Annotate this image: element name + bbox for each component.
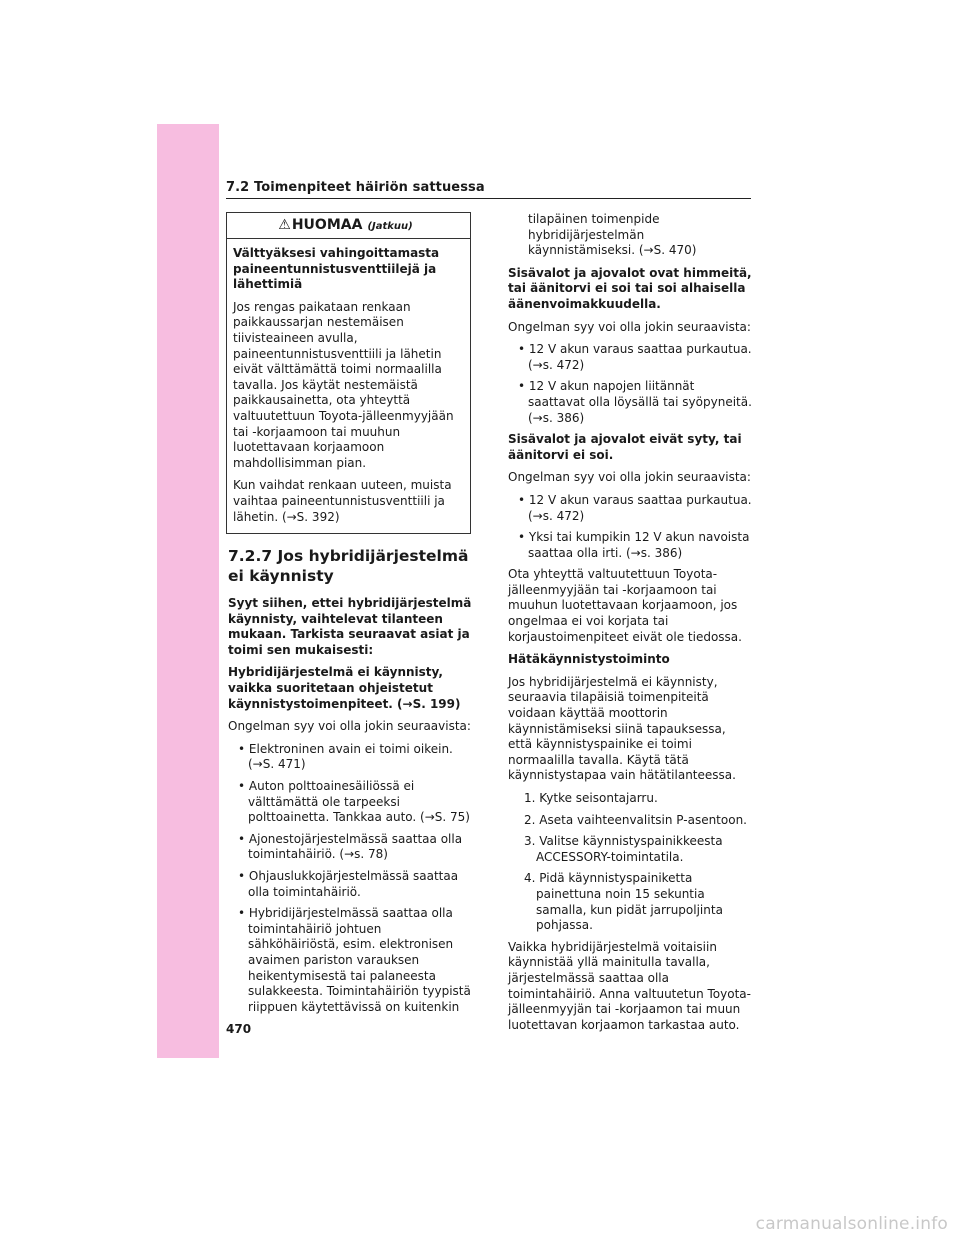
list-item: • 12 V akun varaus saattaa purkautua. (→s. 472) (508, 342, 753, 373)
list-item: • Yksi tai kumpikin 12 V akun navoista saattaa olla irti. (→s. 386) (508, 530, 753, 561)
notice-paragraph: Kun vaihdat renkaan uuteen, muista vaihtaa paineentunnistusventtiili ja lähetin. (→S. 392) (233, 478, 452, 524)
subheading: Sisävalot ja ajovalot eivät syty, tai äänitorvi ei soi. (508, 432, 742, 462)
subheading: Hybridijärjestelmä ei käynnisty, vaikka suoritetaan ohjeistetut käynnistystoimenpiteet. (→S. 199) (228, 665, 461, 711)
notice-paragraph: Jos rengas paikataan renkaan paikkaussarjan nestemäisen tiivisteaineen avulla, paineentunnistusventtiili ja lähetin eivät välttämättä toimi normaalilla tavalla. Jos käytät nestemäistä paikkausainetta, ota yhteyttä valtuutettuun Toyota-jälleenmyyjään tai -korjaamoon tai muuhun luotettavaan korjaamoon mahdollisimman pian. (233, 299, 454, 470)
list-item: • 12 V akun varaus saattaa purkautua. (→s. 472) (508, 493, 753, 524)
section-heading: 7.2.7 Jos hybridijärjestelmä ei käynnisty (228, 547, 469, 586)
list-item: • Ajonestojärjestelmässä saattaa olla toimintahäiriö. (→s. 78) (228, 832, 473, 863)
cause-intro: Ongelman syy voi olla jokin seuraavista: (508, 470, 751, 485)
list-item: • Hybridijärjestelmässä saattaa olla toimintahäiriö johtuen sähköhäiriöstä, esim. elektronisen avaimen pariston varauksen heikentymisestä tai palaneesta sulakkeesta. Toimintahäiriön tyypistä riippuen käytettävissä on kuitenkin (228, 906, 473, 1015)
notice-continued: (Jatkuu) (367, 221, 413, 232)
left-column (228, 212, 473, 1021)
closing-text: Vaikka hybridijärjestelmä voitaisiin käynnistää yllä mainitulla tavalla, järjestelmässä saattaa olla toimintahäiriö. Anna valtuutetun Toyota-jälleenmyyjän tai -korjaamon tai muun luotettavan korjaamon tarkastaa auto. (508, 939, 751, 1032)
subheading: Hätäkäynnistystoiminto (508, 652, 670, 667)
continuation-text: tilapäinen toimenpide hybridijärjestelmän käynnistämiseksi. (→S. 470) (528, 212, 697, 258)
notice-heading: Välttyäksesi vahingoittamasta paineentunnistusventtiilejä ja lähettimiä (233, 246, 440, 292)
notice-header (227, 213, 470, 239)
watermark: carmanualsonline.info (755, 1214, 948, 1234)
list-item: • Ohjauslukkojärjestelmässä saattaa olla toimintahäiriö. (228, 869, 473, 900)
list-item: • Elektroninen avain ei toimi oikein. (→S. 471) (228, 742, 473, 773)
intro-text: Syyt siihen, ettei hybridijärjestelmä käynnisty, vaihtelevat tilanteen mukaan. Tarkista seuraavat asiat ja toimi sen mukaisesti: (228, 596, 472, 657)
step-item: 3. Valitse käynnistyspainikkeesta ACCESSORY-toimintatila. (524, 834, 723, 864)
chapter-side-band (157, 124, 219, 1058)
page-number: 470 (226, 1022, 252, 1036)
cause-intro: Ongelman syy voi olla jokin seuraavista: (228, 719, 471, 734)
step-item: 4. Pidä käynnistyspainiketta painettuna noin 15 sekuntia samalla, kun pidät jarrupoljinta pohjassa. (524, 871, 723, 933)
notice-title: HUOMAA (291, 217, 363, 233)
notice-box (226, 212, 471, 534)
right-column (508, 212, 753, 1040)
list-item: • Auton polttoainesäiliössä ei välttämättä ole tarpeeksi polttoainetta. Tankkaa auto. (→S. 75) (228, 779, 473, 826)
step-item: 1. Kytke seisontajarru. (524, 791, 658, 805)
emergency-text: Jos hybridijärjestelmä ei käynnisty, seuraavia tilapäisiä toimenpiteitä voidaan käyttää moottorin käynnistämiseksi siinä tapauksessa, että käynnistyspainike ei toimi normaalilla tavalla. Käytä tätä käynnistystapaa vain hätätilanteessa. (508, 674, 736, 783)
contact-text: Ota yhteyttä valtuutettuun Toyota-jälleenmyyjään tai -korjaamoon tai muuhun luotettavaan korjaamoon, jos ongelmaa ei voi korjata tai korjaustoimenpiteet eivät ole tiedossa. (508, 567, 742, 644)
notice-body (227, 239, 470, 533)
section-header: 7.2 Toimenpiteet häiriön sattuessa (226, 180, 751, 199)
cause-intro: Ongelman syy voi olla jokin seuraavista: (508, 319, 751, 334)
subheading: Sisävalot ja ajovalot ovat himmeitä, tai äänitorvi ei soi tai soi alhaisella äänenvoimakkuudella. (508, 265, 752, 311)
warning-triangle-icon: ⚠ (278, 217, 291, 233)
step-item: 2. Aseta vaihteenvalitsin P-asentoon. (524, 812, 747, 827)
list-item: • 12 V akun napojen liitännät saattavat olla löysällä tai syöpyneitä. (→s. 386) (508, 379, 753, 426)
